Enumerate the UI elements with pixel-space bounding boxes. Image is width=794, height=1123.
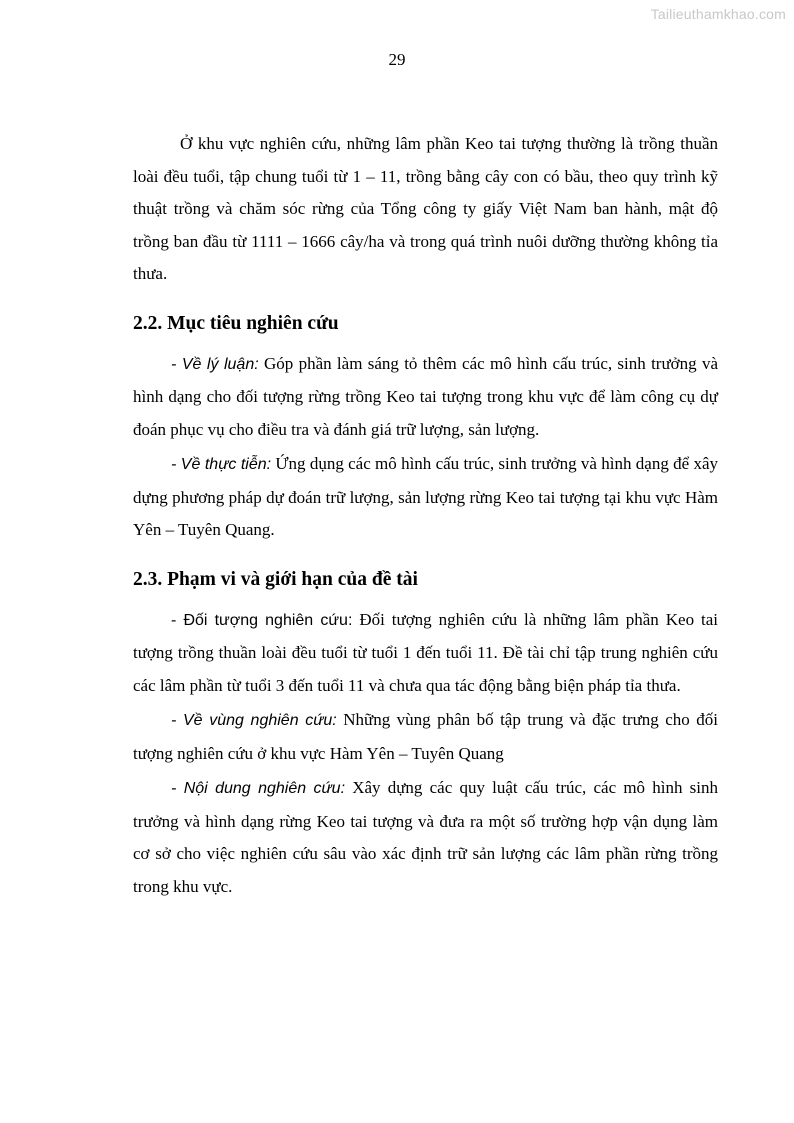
objective-theory-text: Góp phần làm sáng tỏ thêm các mô hình cấu trúc, sinh trưởng và hình dạng cho đối tượng rừng trồng Keo tai tượng trong khu vực để làm công cụ dự đoán phục vụ cho điều tra và đánh giá trữ lượng, sản lượng. — [133, 353, 719, 439]
scope-content-lead: - Nội dung nghiên cứu: — [171, 780, 346, 797]
scope-content-text: Xây dựng các quy luật cấu trúc, các mô hình sinh trưởng và hình dạng rừng Keo tai tượng và đưa ra một số trường hợp vận dụng làm cơ sở cho việc nghiên cứu sâu vào xác định trữ sản lượng các lâm phần rừng trồng trong khu vực. — [133, 778, 718, 896]
section-heading-2-2: 2.2. Mục tiêu nghiên cứu — [133, 312, 339, 334]
objective-practice-lead: - Về thực tiễn: — [171, 456, 272, 473]
scope-region-text: Những vùng phân bố tập trung và đặc trưng cho đối tượng nghiên cứu ở khu vực Hàm Yên – Tuyên Quang — [133, 710, 718, 763]
scope-subject-lead: - Đối tượng nghiên cứu: — [171, 611, 353, 629]
objective-theory-lead: - Về lý luận: — [171, 355, 259, 373]
page-number: 29 — [388, 50, 406, 69]
section-heading-2-3: 2.3. Phạm vi và giới hạn của đề tài — [133, 568, 418, 590]
watermark-text: Tailieuthamkhao.com — [650, 6, 786, 22]
objective-theory-paragraph — [133, 348, 718, 447]
scope-region-lead: - Về vùng nghiên cứu: — [171, 712, 337, 729]
objective-practice-paragraph — [133, 448, 718, 547]
objective-practice-text: Ứng dụng các mô hình cấu trúc, sinh trưởng và hình dạng để xây dựng phương pháp dự đoán trữ lượng, sản lượng rừng Keo tai tượng tại khu vực Hàm Yên – Tuyên Quang. — [133, 454, 718, 539]
intro-paragraph: Ở khu vực nghiên cứu, những lâm phần Keo tai tượng thường là trồng thuần loài đều tuổi, tập chung tuổi từ 1 – 11, trồng bằng cây con có bầu, theo quy trình kỹ thuật trồng và chăm sóc rừng của Tổng công ty giấy Việt Nam ban hành, mật độ trồng ban đầu từ 1111 – 1666 cây/ha và trong quá trình nuôi dưỡng thường không tỉa thưa. — [133, 134, 718, 283]
scope-content-paragraph — [133, 772, 718, 903]
document-body — [133, 128, 718, 903]
scope-subject-text: Đối tượng nghiên cứu là những lâm phần Keo tai tượng trồng thuần loài đều tuổi từ tuổi 1 đến tuổi 11. Đề tài chỉ tập trung nghiên cứu các lâm phần từ tuổi 3 đến tuổi 11 và chưa qua tác động bằng biện pháp tỉa thưa. — [133, 609, 718, 695]
scope-subject-paragraph — [133, 604, 718, 703]
scope-region-paragraph — [133, 704, 718, 770]
